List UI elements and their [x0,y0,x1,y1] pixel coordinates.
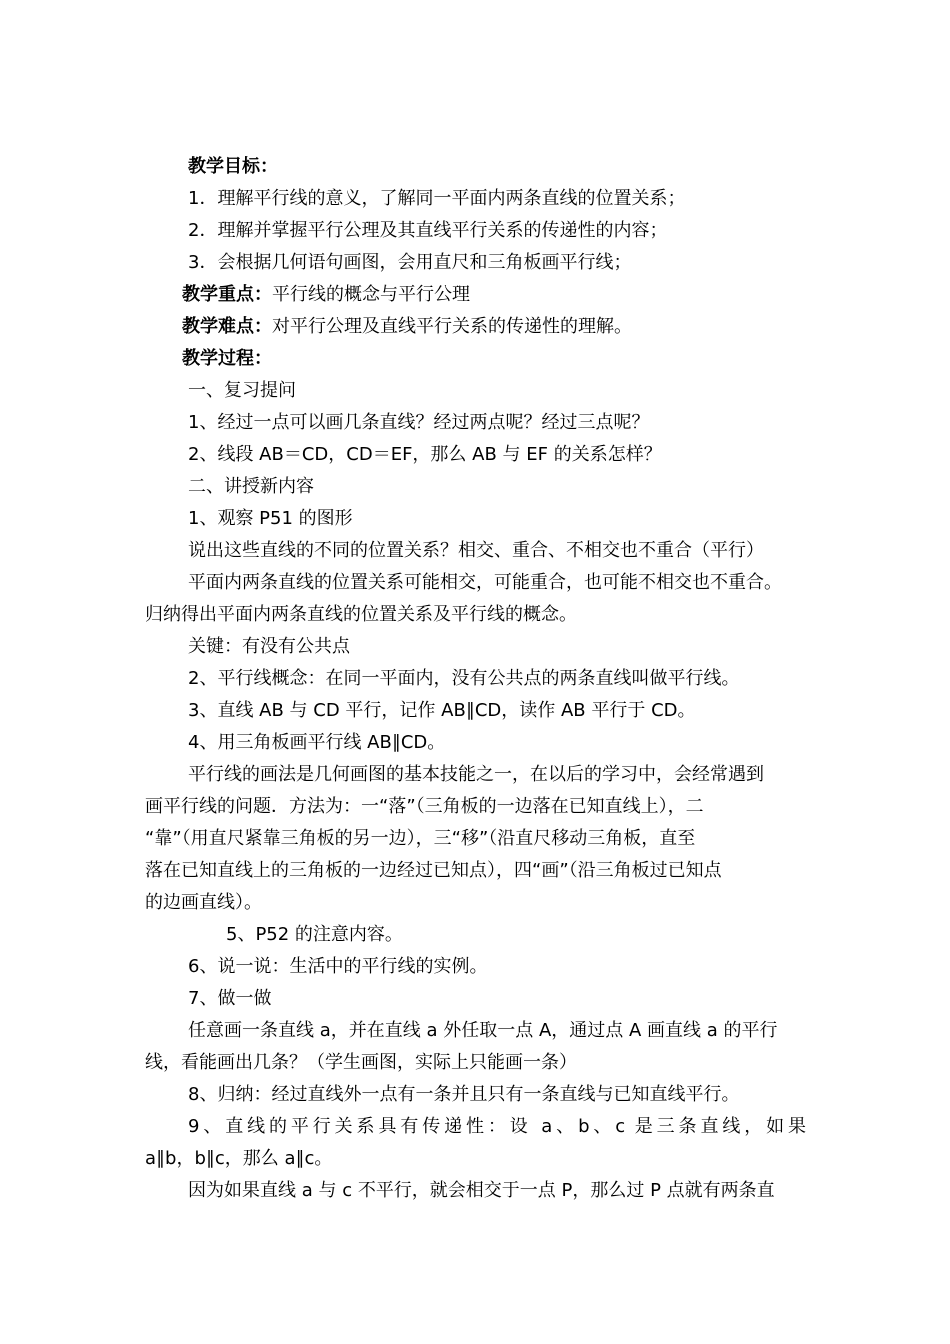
paragraph-line: a∥b，b∥c，那么 a∥c。 [145,1148,333,1169]
paragraph-line: 2、平行线概念：在同一平面内，没有公共点的两条直线叫做平行线。 [188,668,740,689]
paragraph-line: 因为如果直线 a 与 c 不平行，就会相交于一点 P，那么过 P 点就有两条直 [188,1180,775,1201]
paragraph-line: 1、观察 P51 的图形 [188,508,353,529]
section-heading-objectives: 教学目标： [188,156,278,177]
paragraph-line: 线，看能画出几条？（学生画图，实际上只能画一条） [145,1052,577,1073]
paragraph-line: 1、经过一点可以画几条直线？经过两点呢？经过三点呢？ [188,412,650,433]
paragraph-line: 1．理解平行线的意义，了解同一平面内两条直线的位置关系； [188,188,686,209]
paragraph-line: 归纳得出平面内两条直线的位置关系及平行线的概念。 [145,604,577,625]
paragraph-line: 平行线的画法是几何画图的基本技能之一，在以后的学习中，会经常遇到 [188,764,764,785]
paragraph-line: 任意画一条直线 a，并在直线 a 外任取一点 A，通过点 A 画直线 a 的平行 [188,1020,778,1041]
paragraph-line: 3、直线 AB 与 CD 平行，记作 AB∥CD，读作 AB 平行于 CD。 [188,700,696,721]
paragraph-line: 3．会根据几何语句画图，会用直尺和三角板画平行线； [188,252,632,273]
key-points-line [182,283,470,307]
paragraph-line: 关键：有没有公共点 [188,636,350,657]
section-heading-process: 教学过程： [182,348,272,369]
paragraph-line: 画平行线的问题．方法为：一“落”（三角板的一边落在已知直线上），二 [145,796,704,817]
paragraph-line: 8、归纳：经过直线外一点有一条并且只有一条直线与已知直线平行。 [188,1084,740,1105]
paragraph-line: 说出这些直线的不同的位置关系？相交、重合、不相交也不重合（平行） [188,540,764,561]
paragraph-line: 2．理解并掌握平行公理及其直线平行关系的传递性的内容； [188,220,668,241]
paragraph-line: 6、说一说：生活中的平行线的实例。 [188,956,488,977]
paragraph-line: 4、用三角板画平行线 AB∥CD。 [188,732,446,753]
key-points-text: 平行线的概念与平行公理 [272,284,470,305]
paragraph-line: 落在已知直线上的三角板的一边经过已知点），四“画”（沿三角板过已知点 [145,860,722,881]
paragraph-line: 二、讲授新内容 [188,476,314,497]
key-points-label: 教学重点： [182,284,272,305]
difficulties-line [182,315,632,339]
paragraph-line: 一、复习提问 [188,380,296,401]
paragraph-line: 5、P52 的注意内容。 [226,924,403,945]
paragraph-line: “靠”（用直尺紧靠三角板的另一边），三“移”（沿直尺移动三角板，直至 [145,828,696,849]
paragraph-line: 平面内两条直线的位置关系可能相交，可能重合，也可能不相交也不重合。 [188,572,782,593]
paragraph-line: 的边画直线）。 [145,892,262,913]
paragraph-line: 9、直线的平行关系具有传递性：设 a、b、c 是三条直线，如果 [188,1116,806,1137]
difficulties-text: 对平行公理及直线平行关系的传递性的理解。 [272,316,632,337]
paragraph-line: 2、线段 AB＝CD，CD＝EF，那么 AB 与 EF 的关系怎样？ [188,444,662,465]
difficulties-label: 教学难点： [182,316,272,337]
paragraph-line: 7、做一做 [188,988,272,1009]
